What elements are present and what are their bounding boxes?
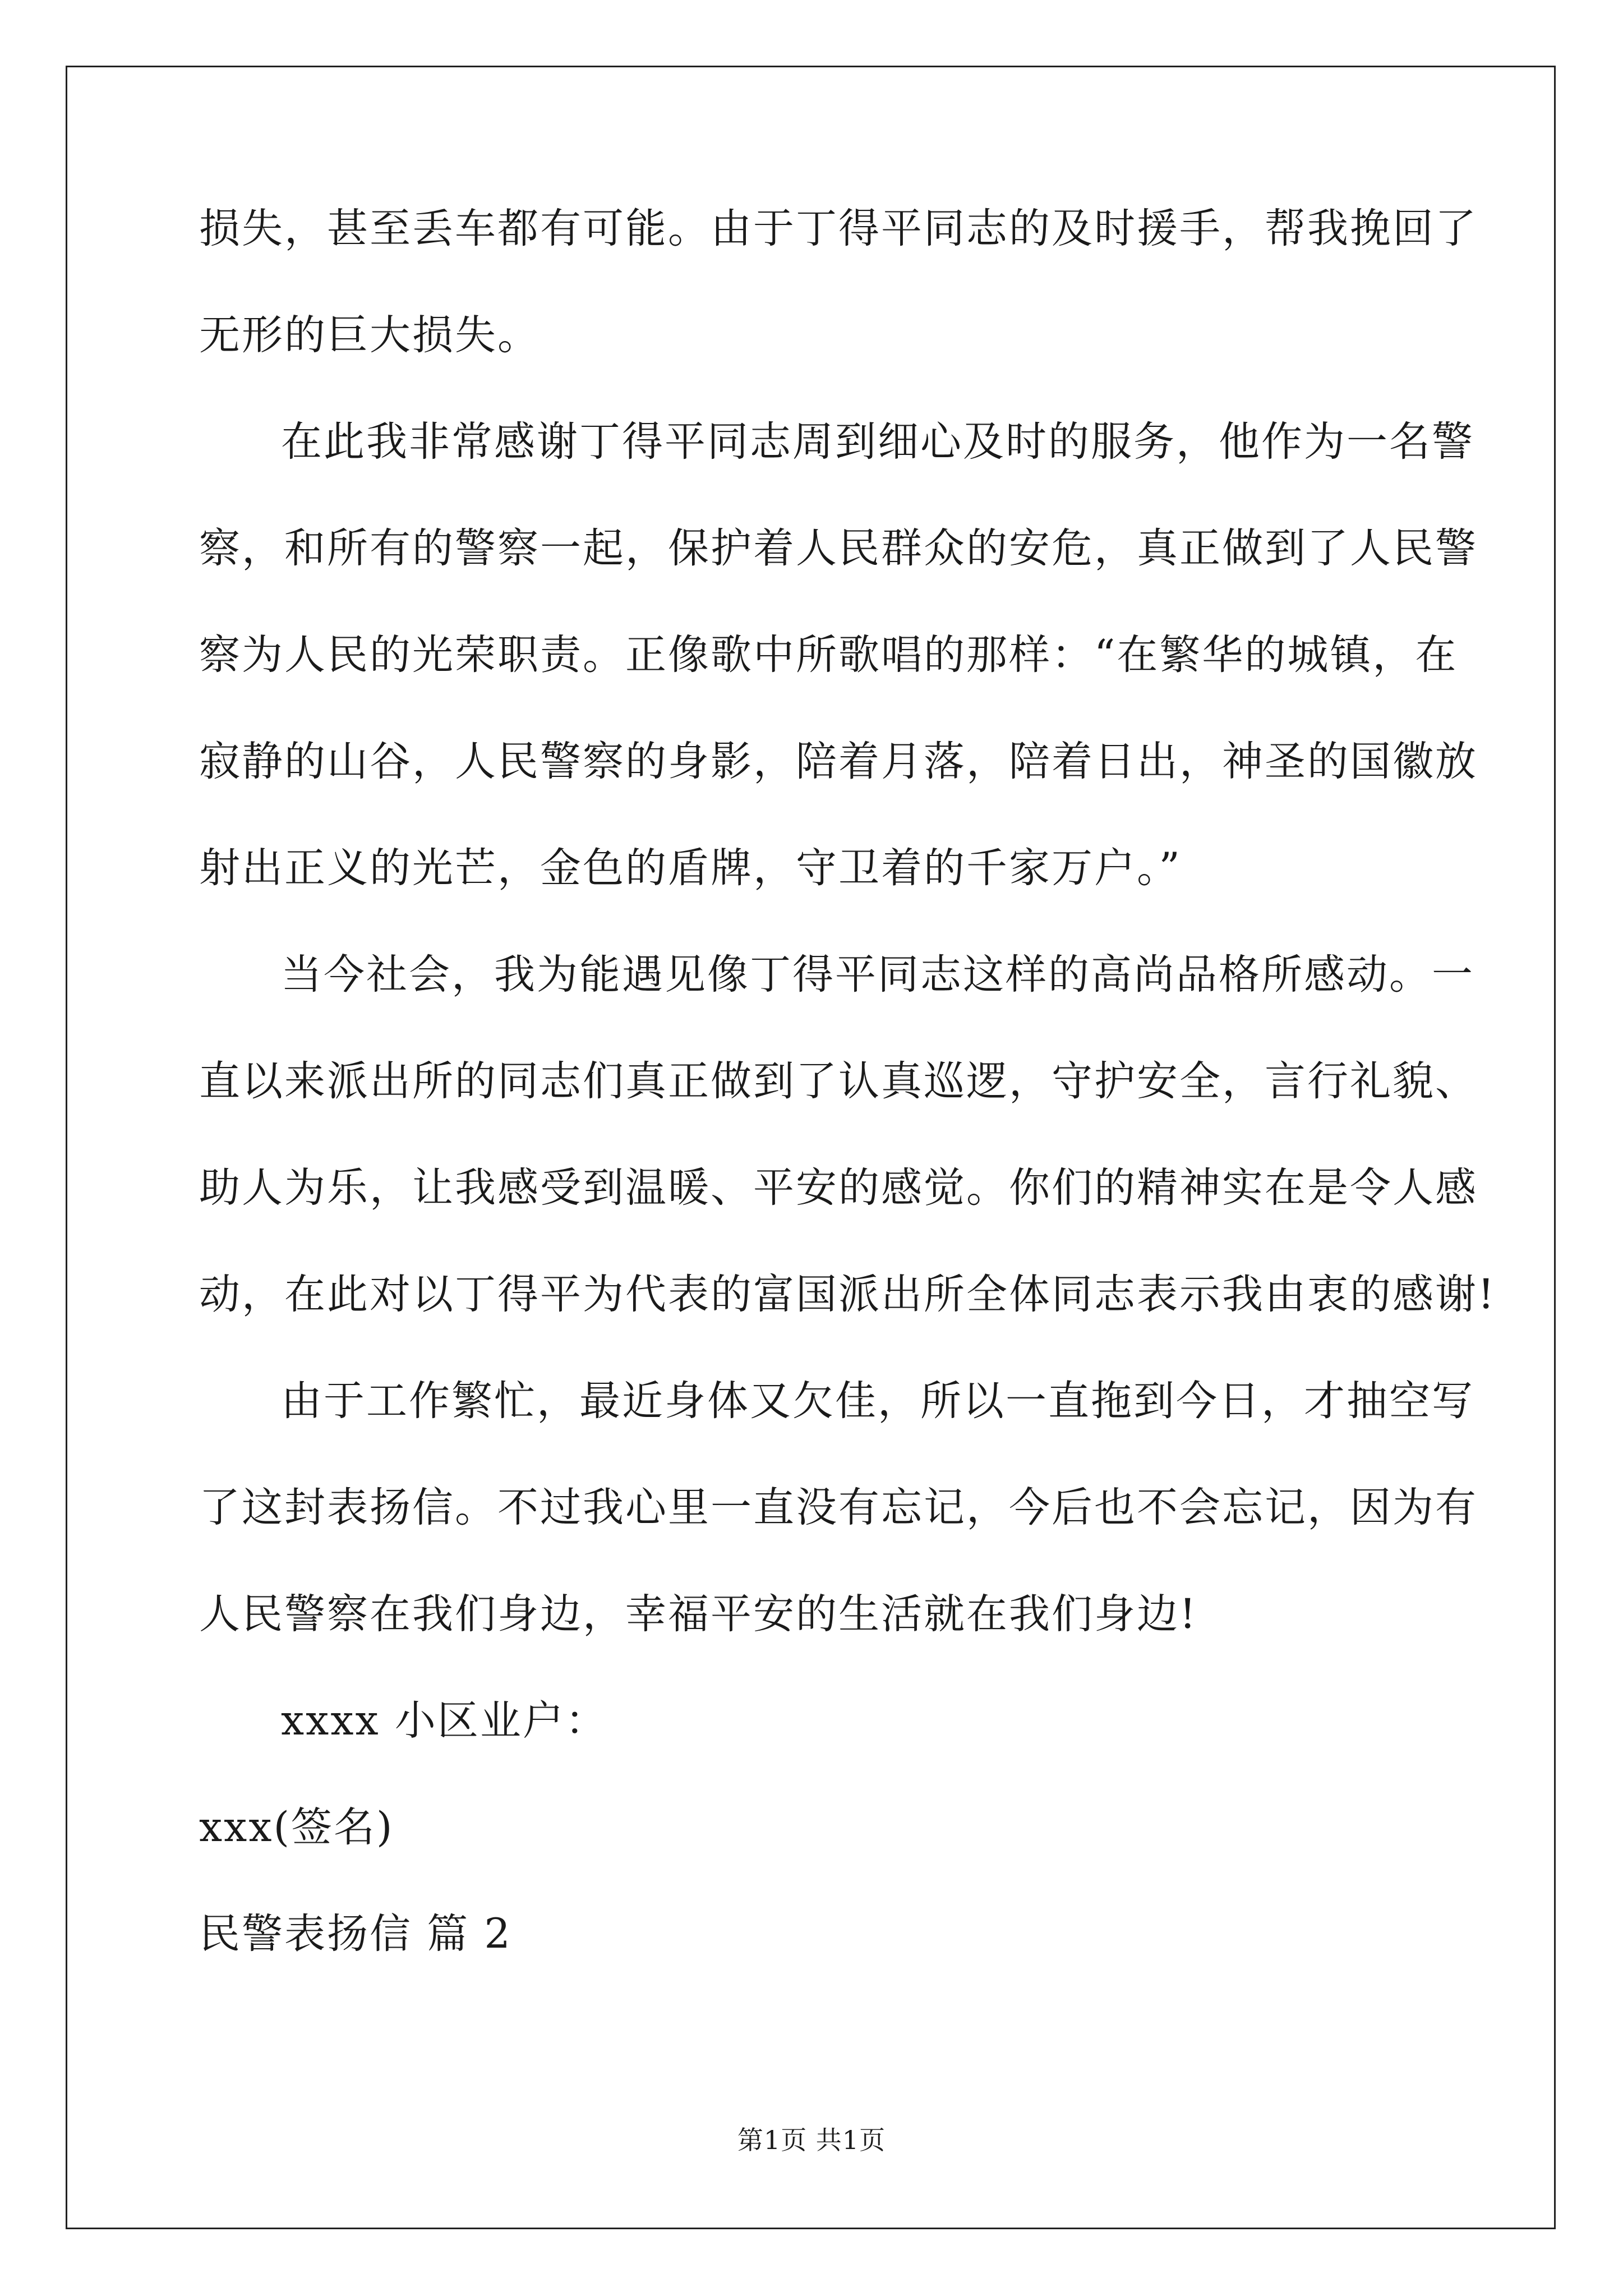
document-body [199, 202, 1496, 2014]
paragraph-line: 人民警察在我们身边，幸福平安的生活就在我们身边! [199, 1590, 1198, 1638]
paragraph-line: 当今社会，我为能遇见像丁得平同志这样的高尚品格所感动。一 [281, 951, 1474, 999]
paragraph-line: 射出正义的光芒，金色的盾牌，守卫着的千家万户。” [199, 844, 1182, 892]
paragraph-line: 直以来派出所的同志们真正做到了认真巡逻，守护安全，言行礼貌、 [199, 1057, 1478, 1105]
paragraph-line: 寂静的山谷，人民警察的身影，陪着月落，陪着日出，神圣的国徽放 [199, 738, 1478, 785]
paragraph-line: 损失，甚至丢车都有可能。由于丁得平同志的及时援手，帮我挽回了 [199, 205, 1478, 252]
paragraph-line: 察为人民的光荣职责。正像歌中所歌唱的那样：“在繁华的城镇，在 [199, 631, 1458, 679]
sender-line: xxxx 小区业户： [281, 1697, 608, 1745]
paragraph-line: 助人为乐，让我感受到温暖、平安的感觉。你们的精神实在是令人感 [199, 1164, 1478, 1212]
paragraph-line: 动，在此对以丁得平为代表的富国派出所全体同志表示我由衷的感谢! [199, 1271, 1496, 1318]
section-heading: 民警表扬信 篇 2 [199, 1910, 512, 1958]
signature-line: xxx(签名) [199, 1803, 394, 1851]
paragraph-line: 由于工作繁忙，最近身体又欠佳，所以一直拖到今日，才抽空写 [281, 1377, 1474, 1425]
paragraph-line: 了这封表扬信。不过我心里一直没有忘记，今后也不会忘记，因为有 [199, 1484, 1478, 1531]
paragraph-line: 无形的巨大损失。 [199, 311, 540, 359]
page-footer: 第1页 共1页 [737, 2125, 886, 2155]
paragraph-line: 在此我非常感谢丁得平同志周到细心及时的服务，他作为一名警 [281, 418, 1474, 466]
paragraph-line: 察，和所有的警察一起，保护着人民群众的安危，真正做到了人民警 [199, 524, 1478, 572]
